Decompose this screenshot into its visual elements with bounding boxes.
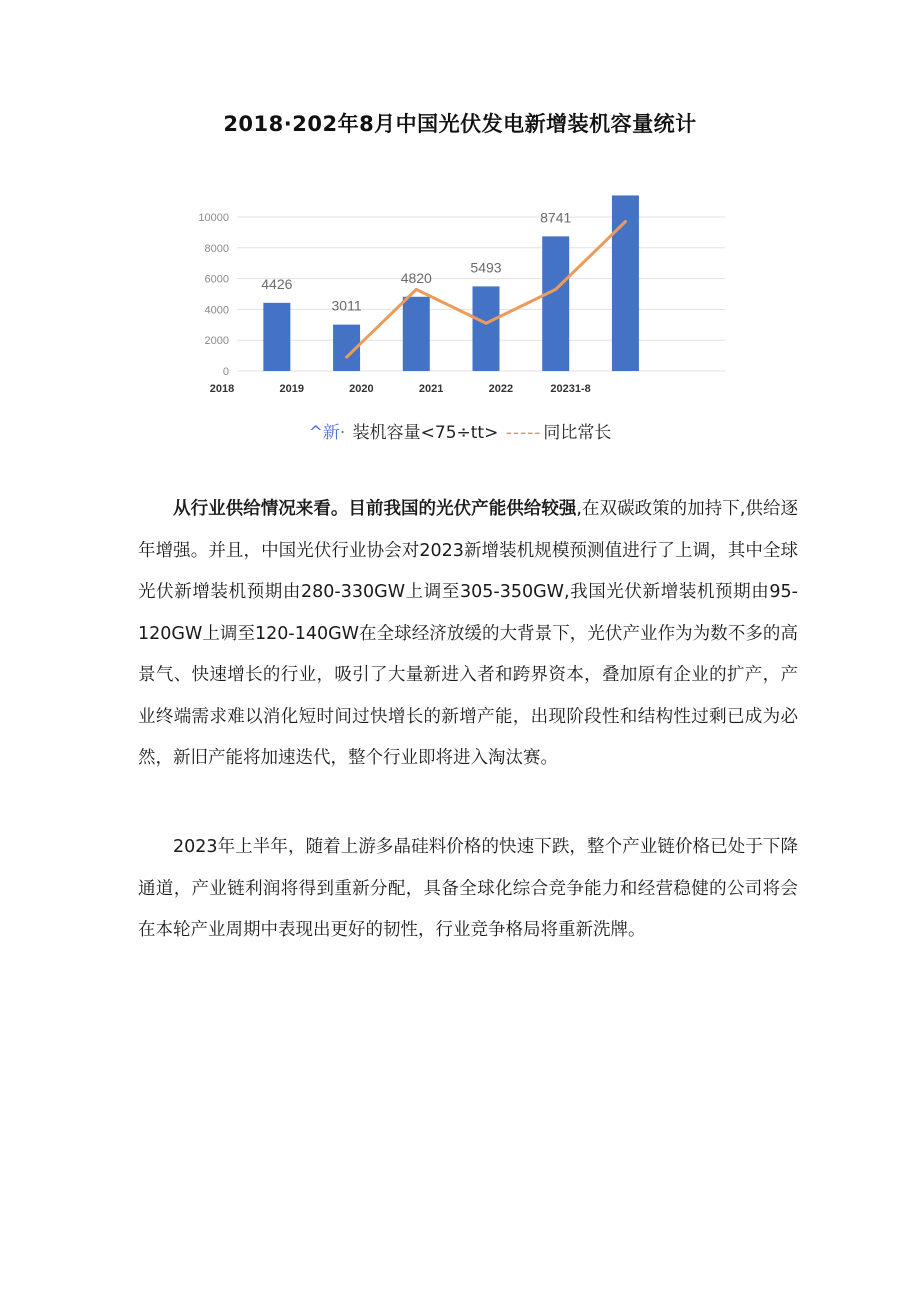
- paragraph-supply: [138, 489, 798, 780]
- bar-value-label: 5493: [470, 259, 502, 276]
- x-tick-label: 2020: [349, 383, 374, 395]
- y-tick-label: 0: [222, 366, 229, 378]
- paragraph-price: [138, 827, 798, 952]
- x-tick-label: 20231-8: [550, 383, 591, 395]
- bar-line-chart: [190, 185, 750, 400]
- paragraph-supply-body: ,在双碳政策的加持下,供给逐年增强。并且，中国光伏行业协会对2023新增装机规模预测值进行了上调，其中全球光伏新增装机预期由280-330GW上调至305-350GW,我国光伏新增装机预期由95-120GW上调至120-140GW在全球经济放缓的大背景下，光伏产业作为为数不多的高景气、快速增长的行业，吸引了大量新进入者和跨界资本，叠加原有企业的扩产，产业终端需求难以消化短时间过快增长的新增产能，出现阶段性和结构性过剩已成为必然，新旧产能将加速迭代，整个行业即将进入淘汰赛。: [138, 499, 798, 768]
- legend-line-marker: -----: [505, 423, 542, 443]
- bar-value-label: 4820: [400, 269, 432, 286]
- legend-bar-marker: ^新·: [308, 423, 346, 443]
- chart-title: 2018·202年8月中国光伏发电新增装机容量统计: [223, 112, 697, 136]
- x-tick-label: 2018: [209, 383, 235, 395]
- y-tick-label: 10000: [198, 212, 229, 224]
- bar-value-label: 3011: [331, 297, 362, 314]
- bar: [473, 286, 500, 371]
- legend-line-label: 同比常长: [543, 423, 612, 443]
- bar-value-label: 8741: [540, 209, 572, 226]
- legend-bar-label: 装机容量<75÷tt>: [352, 423, 499, 443]
- bar-value-label: 4426: [261, 275, 293, 292]
- bar: [263, 303, 290, 371]
- chart-svg: [190, 185, 750, 400]
- paragraph-price-body: 2023年上半年，随着上游多晶硅料价格的快速下跌，整个产业链价格已处于下降通道，产业链利润将得到重新分配，具备全球化综合竞争能力和经营稳健的公司将会在本轮产业周期中表现出更好的韧性，行业竞争格局将重新洗牌。: [138, 837, 798, 940]
- y-tick-label: 2000: [204, 335, 229, 348]
- y-tick-label: 4000: [204, 304, 229, 317]
- y-tick-label: 6000: [204, 273, 229, 286]
- chart-legend: [0, 418, 920, 443]
- paragraph-supply-lead: 从行业供给情况来看。目前我国的光伏产能供给较强: [173, 499, 577, 519]
- bar: [542, 236, 569, 371]
- y-tick-label: 8000: [204, 242, 229, 255]
- x-tick-label: 2019: [279, 383, 304, 395]
- bar: [403, 297, 430, 371]
- x-tick-label: 2022: [488, 383, 514, 395]
- x-tick-label: 2021: [418, 383, 444, 395]
